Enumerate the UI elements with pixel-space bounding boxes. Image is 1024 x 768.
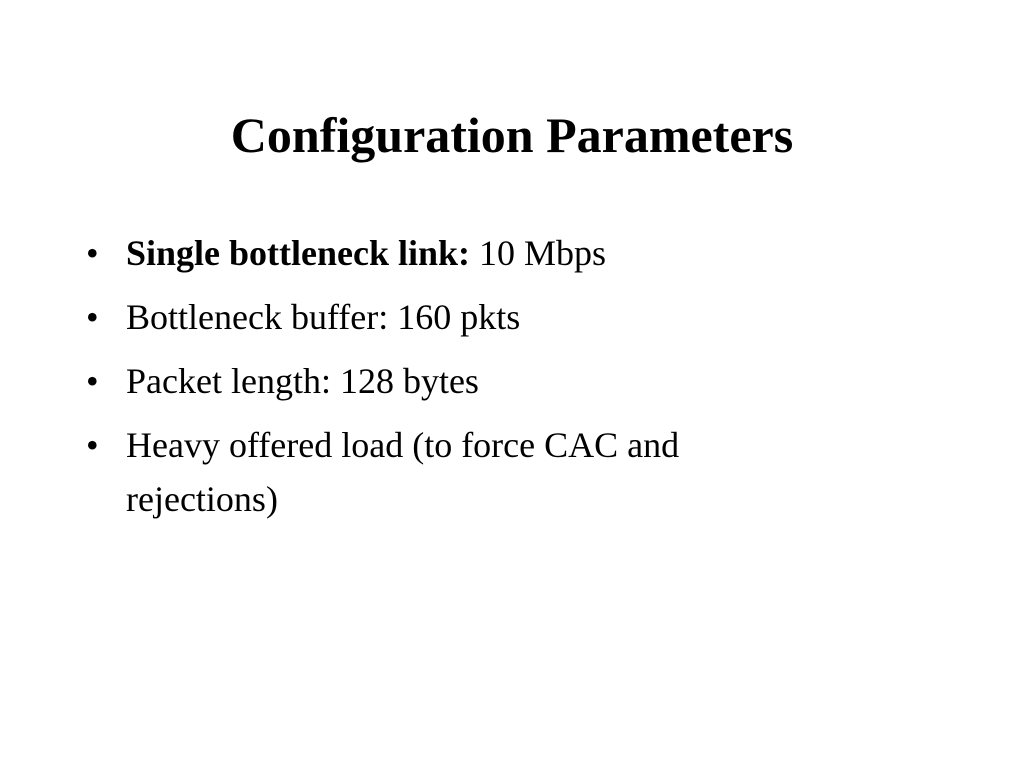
- bullet-point-icon: •: [86, 425, 99, 465]
- bullet-point-icon: •: [86, 297, 99, 337]
- bullet-item-offered-load: [86, 418, 826, 526]
- bullet-item-bottleneck-link: [86, 226, 946, 280]
- slide-title: Configuration Parameters: [230, 107, 794, 163]
- bullet-text: Packet length: 128 bytes: [126, 361, 479, 401]
- bullet-item-buffer: [86, 290, 946, 344]
- bullet-label: Single bottleneck link:: [126, 233, 471, 273]
- bullet-text: Heavy offered load (to force CAC and rejections): [126, 425, 680, 519]
- bullet-point-icon: •: [86, 233, 99, 273]
- bullet-item-packet-length: [86, 354, 946, 408]
- bullet-list: [86, 226, 946, 536]
- bullet-text: Bottleneck buffer: 160 pkts: [126, 297, 521, 337]
- bullet-text: 10 Mbps: [479, 233, 607, 273]
- bullet-point-icon: •: [86, 361, 99, 401]
